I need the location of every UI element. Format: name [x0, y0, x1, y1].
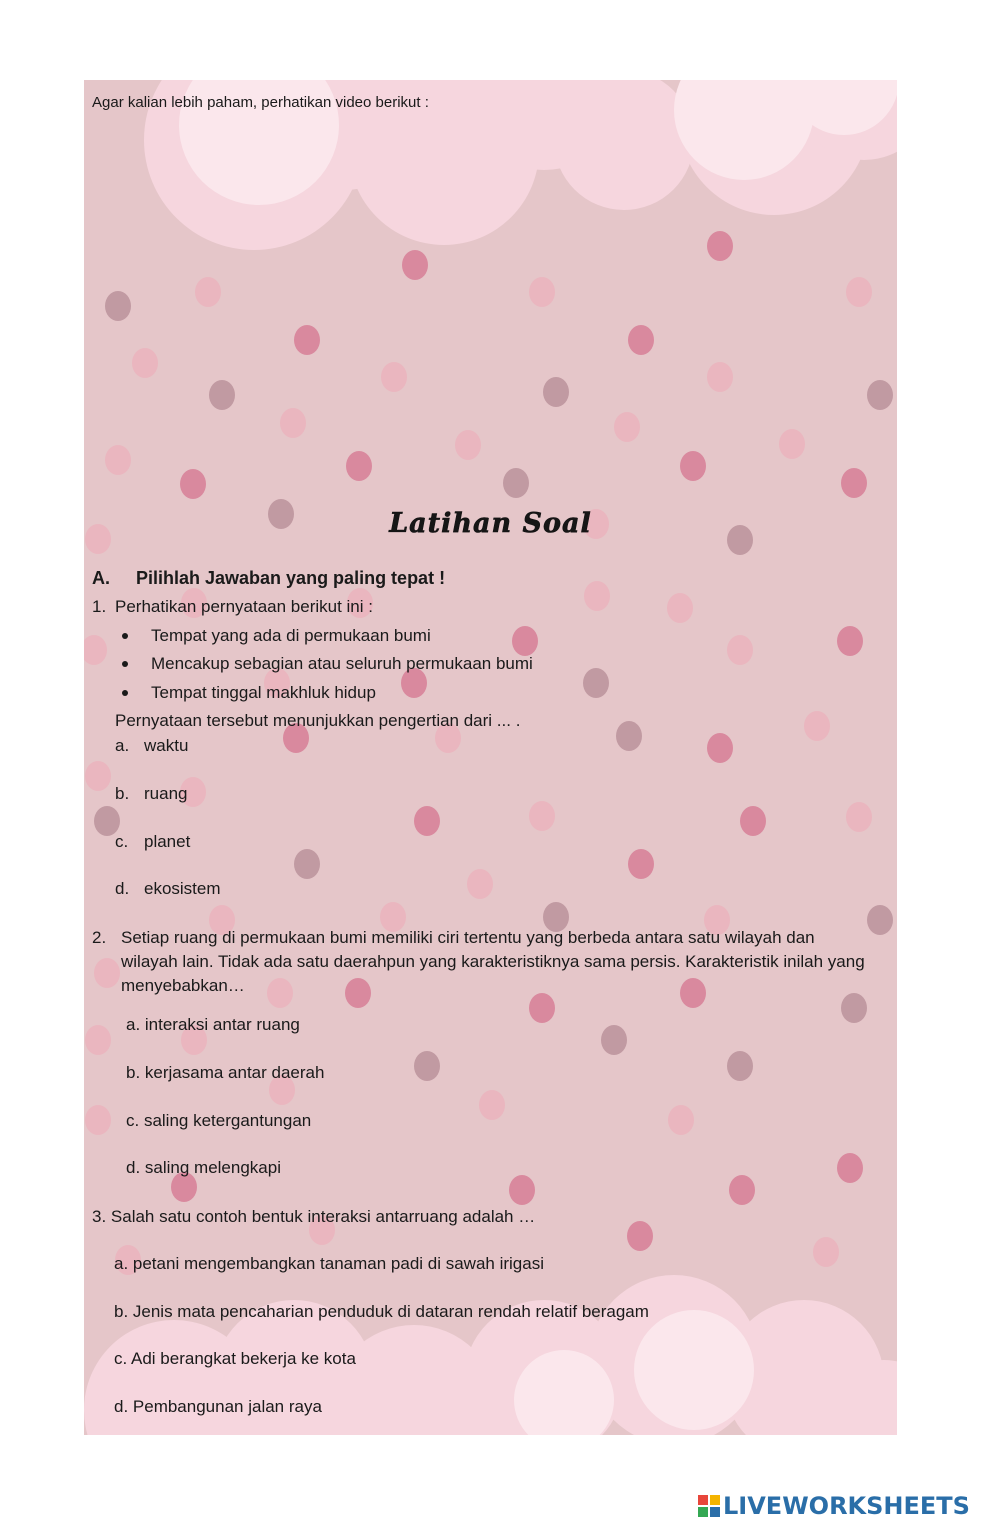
intro-text: Agar kalian lebih paham, perhatikan video berikut : [92, 94, 429, 111]
q3-option-d[interactable]: d. Pembangunan jalan raya [114, 1397, 322, 1416]
polka-dot [455, 430, 481, 460]
polka-dot [616, 721, 642, 751]
q2-option-b[interactable]: b. kerjasama antar daerah [126, 1063, 325, 1082]
q1-option-b-letter: b. [115, 784, 130, 803]
polka-dot [740, 806, 766, 836]
polka-dot [583, 668, 609, 698]
page-title: Latihan Soal [389, 508, 592, 539]
polka-dot [294, 325, 320, 355]
q2-stem-line-2: wilayah lain. Tidak ada satu daerahpun yang karakteristiknya sama persis. Karakteristik inilah yang [121, 952, 865, 971]
q1-prompt: Pernyataan tersebut menunjukkan pengertian dari ... . [115, 711, 521, 730]
liveworksheets-brand: LIVEWORKSHEETS [723, 1492, 970, 1520]
polka-dot [841, 468, 867, 498]
polka-dot [680, 451, 706, 481]
polka-dot [707, 733, 733, 763]
polka-dot [209, 380, 235, 410]
polka-dot [94, 958, 120, 988]
polka-dot [294, 849, 320, 879]
polka-dot [84, 635, 107, 665]
q2-stem-line-3: menyebabkan… [121, 976, 245, 995]
q1-option-d-letter: d. [115, 879, 130, 898]
section-letter: A. [92, 568, 110, 588]
polka-dot [346, 451, 372, 481]
polka-dot [479, 1090, 505, 1120]
polka-dot [841, 993, 867, 1023]
q3-option-a[interactable]: a. petani mengembangkan tanaman padi di sawah irigasi [114, 1254, 544, 1273]
polka-dot [867, 905, 893, 935]
polka-dot [707, 231, 733, 261]
polka-dot [529, 277, 555, 307]
liveworksheets-logo-icon [698, 1495, 720, 1517]
polka-dot [85, 1105, 111, 1135]
q2-number: 2. [92, 928, 107, 947]
q1-number: 1. [92, 597, 107, 616]
polka-dot [381, 362, 407, 392]
q2-option-c[interactable]: c. saling ketergantungan [126, 1111, 312, 1130]
polka-dot [529, 801, 555, 831]
q1-stem: Perhatikan pernyataan berikut ini : [115, 597, 373, 616]
polka-dot [601, 1025, 627, 1055]
polka-dot [414, 806, 440, 836]
polka-dot [729, 1175, 755, 1205]
q3-stem: 3. Salah satu contoh bentuk interaksi antarruang adalah … [92, 1207, 536, 1226]
q1-option-d[interactable]: ekosistem [144, 879, 221, 898]
polka-dot [668, 1105, 694, 1135]
polka-dot [267, 978, 293, 1008]
polka-dot [667, 593, 693, 623]
q3-option-b[interactable]: b. Jenis mata pencaharian penduduk di dataran rendah relatif beragam [114, 1302, 649, 1321]
polka-dot [105, 445, 131, 475]
polka-dot [195, 277, 221, 307]
polka-dot [837, 1153, 863, 1183]
polka-dot [867, 380, 893, 410]
polka-dot [85, 1025, 111, 1055]
q1-option-a[interactable]: waktu [144, 736, 189, 755]
liveworksheets-logo[interactable] [698, 1489, 970, 1523]
polka-dot [846, 277, 872, 307]
polka-dot [846, 802, 872, 832]
polka-dot [584, 581, 610, 611]
polka-dot [467, 869, 493, 899]
polka-dot [614, 412, 640, 442]
polka-dot [779, 429, 805, 459]
polka-dot [503, 468, 529, 498]
q1-option-b[interactable]: ruang [144, 784, 188, 803]
q1-option-a-letter: a. [115, 736, 130, 755]
polka-dot [804, 711, 830, 741]
q2-option-d[interactable]: d. saling melengkapi [126, 1158, 281, 1177]
polka-dot [414, 1051, 440, 1081]
polka-dot [627, 1221, 653, 1251]
polka-dot [345, 978, 371, 1008]
polka-dot [180, 469, 206, 499]
polka-dot [105, 291, 131, 321]
worksheet-page [84, 80, 897, 1435]
polka-dot [813, 1237, 839, 1267]
polka-dot [132, 348, 158, 378]
q1-option-c-letter: c. [115, 832, 129, 851]
polka-dot [280, 408, 306, 438]
polka-dot [837, 626, 863, 656]
polka-dot [509, 1175, 535, 1205]
q3-option-c[interactable]: c. Adi berangkat bekerja ke kota [114, 1349, 356, 1368]
polka-dot [707, 362, 733, 392]
polka-dot [727, 635, 753, 665]
polka-dot [543, 377, 569, 407]
polka-dot [727, 1051, 753, 1081]
polka-dot-cloud-background [84, 80, 897, 1435]
q1-option-c[interactable]: planet [144, 832, 191, 851]
polka-dot [529, 993, 555, 1023]
polka-dot [85, 761, 111, 791]
polka-dot [402, 250, 428, 280]
polka-dot [628, 325, 654, 355]
section-heading: Pilihlah Jawaban yang paling tepat ! [136, 568, 446, 588]
q2-stem-line-1: Setiap ruang di permukaan bumi memiliki ciri tertentu yang berbeda antara satu wilayah dan [121, 928, 815, 947]
polka-dot [628, 849, 654, 879]
q1-bullet-2: Mencakup sebagian atau seluruh permukaan bumi [151, 652, 533, 676]
q1-bullet-1: Tempat yang ada di permukaan bumi [151, 624, 431, 648]
q1-bullet-3: Tempat tinggal makhluk hidup [151, 681, 376, 705]
q2-option-a[interactable]: a. interaksi antar ruang [126, 1015, 300, 1034]
polka-dot [680, 978, 706, 1008]
